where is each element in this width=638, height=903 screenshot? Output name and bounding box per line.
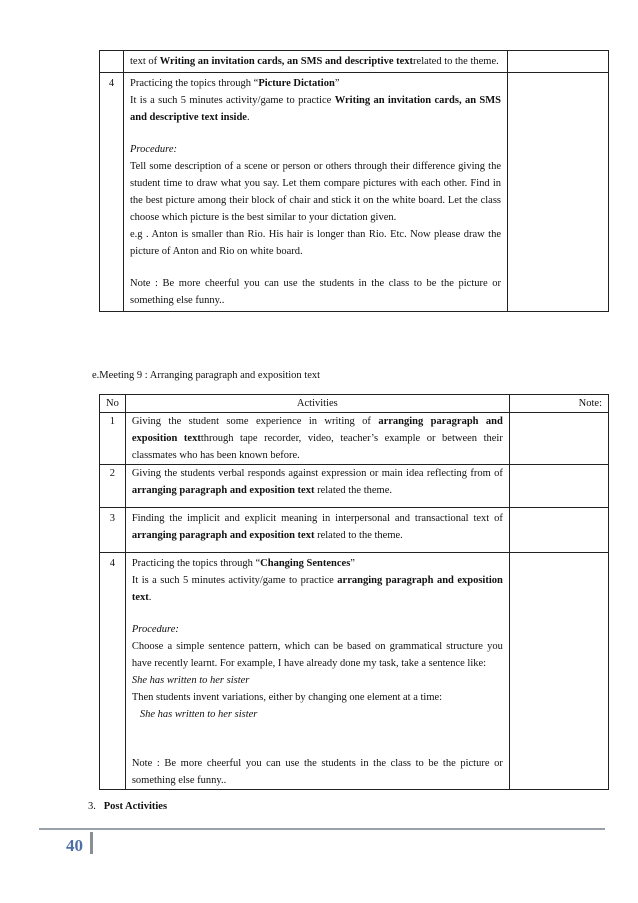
- text-segment: ”: [350, 558, 355, 569]
- table-row: [100, 553, 609, 790]
- text-segment: Giving the student some experience in writing of: [131, 416, 379, 427]
- note-text: Note : Be more cheerful you can use the students in the class to be the picture or something else funny..: [130, 278, 501, 306]
- header-no: No: [100, 395, 126, 413]
- procedure-label: Procedure:: [131, 624, 179, 635]
- activity-cell: [125, 465, 509, 508]
- text-bold-segment: arranging paragraph and exposition text: [131, 416, 503, 444]
- table-row: [100, 51, 609, 73]
- meeting9-activities-table: [99, 394, 609, 790]
- activity-cell: [125, 508, 509, 553]
- text-bold-segment: Picture Dictation: [258, 78, 335, 89]
- example-text: e.g . Anton is smaller than Rio. His hair is longer than Rio. Etc. Now please draw the picture of Anton and Rio on white board.: [130, 229, 501, 257]
- activity-cell: [125, 413, 509, 465]
- table-row: [100, 508, 609, 553]
- text-segment: ”: [334, 78, 340, 89]
- text-bold-segment: Writing an invitation cards, an SMS and descriptive text inside: [130, 95, 501, 123]
- text-bold-segment: arranging paragraph and exposition text: [131, 530, 315, 541]
- activity-cell: [125, 553, 509, 790]
- text-segment: text of: [130, 56, 160, 67]
- then-text: Then students invent variations, either by changing one element at a time:: [131, 692, 443, 703]
- note-cell: [509, 413, 608, 465]
- text-segment: Giving the students verbal responds against expression or main idea reflecting from of: [131, 468, 503, 479]
- row-number-cell: 2: [100, 465, 126, 508]
- post-activities-heading: [88, 798, 167, 815]
- activities-table-continued: [99, 50, 609, 312]
- text-bold-segment: arranging paragraph and exposition text: [131, 575, 503, 603]
- row-number-cell: 1: [100, 413, 126, 465]
- text-segment: Finding the implicit and explicit meaning in interpersonal and transactional text of: [131, 513, 503, 524]
- section-number: 3.: [88, 801, 96, 812]
- note-cell: [508, 51, 609, 73]
- text-bold-segment: Changing Sentences: [260, 558, 351, 569]
- page-number-bar: [90, 832, 93, 854]
- text-bold-segment: Writing an invitation cards, an SMS and descriptive text: [159, 56, 414, 67]
- text-segment: Practicing the topics through “: [131, 558, 261, 569]
- row-number-cell: [100, 51, 124, 73]
- activity-cell: [124, 51, 508, 73]
- text-segment: related the theme.: [314, 485, 392, 496]
- example-sentence: She has written to her sister: [131, 675, 250, 686]
- note-cell: [509, 508, 608, 553]
- table-row: [100, 413, 609, 465]
- table-row: [100, 73, 609, 312]
- text-segment: .: [148, 592, 152, 603]
- section-title: Post Activities: [103, 801, 168, 812]
- procedure-text: Tell some description of a scene or person or others through their difference giving the student time to draw what you say. Let them compare pictures with each other. Find in the best picture among their block of chair and stick it on the white board. Let the class choose which picture is the best similar to your dictation given.: [130, 161, 501, 223]
- note-cell: [509, 465, 608, 508]
- text-segment: through tape recorder, video, teacher’s example or between their classmates who has been known before.: [131, 433, 503, 461]
- note-text: Note : Be more cheerful you can use the students in the class to be the picture or something else funny..: [131, 758, 503, 786]
- note-cell: [508, 73, 609, 312]
- header-activities: Activities: [125, 395, 509, 413]
- footer-divider: [39, 828, 605, 830]
- row-number-cell: 4: [100, 73, 124, 312]
- page-number: 40: [66, 836, 83, 855]
- text-segment: It is a such 5 minutes activity/game to practice: [130, 95, 335, 106]
- meeting-heading: e.Meeting 9 : Arranging paragraph and exposition text: [92, 370, 321, 381]
- table-row: [100, 465, 609, 508]
- activity-cell: [124, 73, 508, 312]
- procedure-text: Choose a simple sentence pattern, which can be based on grammatical structure you have recently learnt. For example, I have already done my task, take a sentence like:: [131, 641, 503, 669]
- text-bold-segment: arranging paragraph and exposition text: [131, 485, 315, 496]
- text-segment: related to the theme.: [314, 530, 403, 541]
- text-segment: Practicing the topics through “: [130, 78, 259, 89]
- table-header-row: [100, 395, 609, 413]
- text-segment: related to the theme.: [413, 56, 499, 67]
- note-cell: [509, 553, 608, 790]
- example-sentence-indented: She has written to her sister: [139, 709, 258, 720]
- text-segment: .: [246, 112, 250, 123]
- text-segment: It is a such 5 minutes activity/game to practice: [131, 575, 338, 586]
- row-number-cell: 3: [100, 508, 126, 553]
- procedure-label: Procedure:: [130, 144, 178, 155]
- row-number-cell: 4: [100, 553, 126, 790]
- header-note: Note:: [509, 395, 608, 413]
